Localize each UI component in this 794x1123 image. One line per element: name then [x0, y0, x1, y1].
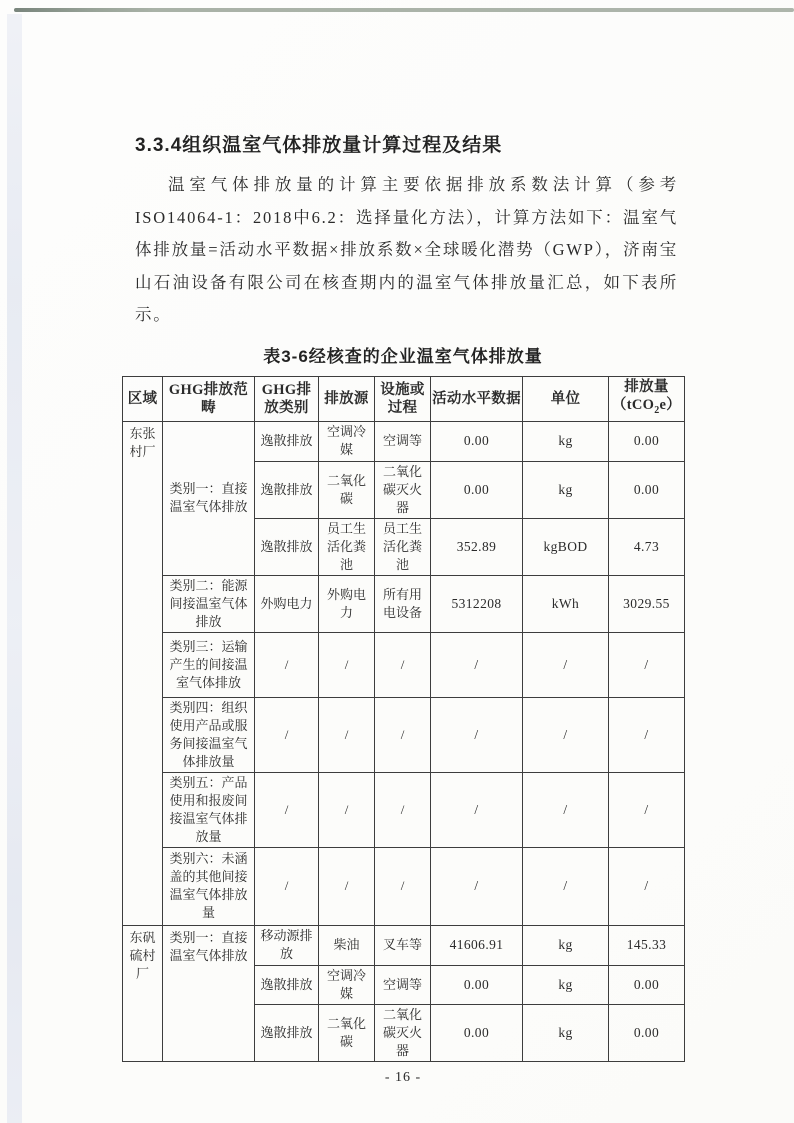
cell-facility: 空调等: [375, 421, 431, 461]
cell-category: 外购电力: [255, 575, 319, 632]
cell-scope: 类别二：能源间接温室气体排放: [163, 575, 255, 632]
cell-scope: 类别一：直接温室气体排放: [163, 421, 255, 575]
header-emission-source: 排放源: [319, 376, 375, 421]
cell-emission: 4.73: [609, 518, 685, 575]
cell-unit: kg: [523, 925, 609, 965]
cell-source: 空调冷媒: [319, 965, 375, 1004]
cell-unit: kg: [523, 421, 609, 461]
cell-emission: /: [609, 632, 685, 697]
scan-artifact-top-edge: [14, 8, 794, 12]
cell-activity-data: /: [431, 847, 523, 925]
header-emission-unit-sub: 2: [654, 404, 660, 416]
cell-category: /: [255, 632, 319, 697]
cell-category: 逸散排放: [255, 965, 319, 1004]
cell-facility: 所有用电设备: [375, 575, 431, 632]
table-row: [123, 421, 685, 461]
header-region: 区域: [123, 376, 163, 421]
cell-facility: /: [375, 632, 431, 697]
cell-source: /: [319, 847, 375, 925]
cell-activity-data: 41606.91: [431, 925, 523, 965]
body-paragraph: 温室气体排放量的计算主要依据排放系数法计算（参考ISO14064-1：2018中6.2：选择量化方法），计算方法如下：温室气体排放量=活动水平数据×排放系数×全球暖化潜势（GWP），济南宝山石油设备有限公司在核查期内的温室气体排放量汇总，如下表所示。: [135, 175, 678, 324]
cell-category: 逸散排放: [255, 421, 319, 461]
cell-unit: kWh: [523, 575, 609, 632]
table-row: [123, 697, 685, 772]
cell-unit: kgBOD: [523, 518, 609, 575]
scan-artifact-left-edge: [7, 14, 22, 1123]
cell-emission: 0.00: [609, 461, 685, 518]
header-activity-data: 活动水平数据: [431, 376, 523, 421]
cell-scope: 类别六：未涵盖的其他间接温室气体排放量: [163, 847, 255, 925]
cell-source: 员工生活化粪池: [319, 518, 375, 575]
cell-facility: 二氧化碳灭火器: [375, 461, 431, 518]
header-ghg-category: GHG排放类别: [255, 376, 319, 421]
cell-activity-data: 0.00: [431, 965, 523, 1004]
cell-scope: 类别一：直接温室气体排放: [163, 925, 255, 1061]
cell-category: 逸散排放: [255, 518, 319, 575]
cell-emission: 0.00: [609, 421, 685, 461]
page-content: [122, 130, 684, 1086]
page-number: - 16 -: [384, 1069, 422, 1085]
cell-activity-data: /: [431, 632, 523, 697]
cell-emission: /: [609, 697, 685, 772]
cell-facility: 员工生活化粪池: [375, 518, 431, 575]
cell-source: 二氧化碳: [319, 461, 375, 518]
cell-activity-data: 0.00: [431, 461, 523, 518]
table-header-row: [123, 376, 685, 421]
cell-emission: /: [609, 772, 685, 847]
header-facility-process: 设施或过程: [375, 376, 431, 421]
cell-activity-data: /: [431, 697, 523, 772]
cell-emission: 3029.55: [609, 575, 685, 632]
cell-scope: 类别三：运输产生的间接温室气体排放: [163, 632, 255, 697]
cell-unit: /: [523, 772, 609, 847]
table-row: [123, 575, 685, 632]
cell-activity-data: 352.89: [431, 518, 523, 575]
cell-unit: /: [523, 847, 609, 925]
cell-source: 空调冷媒: [319, 421, 375, 461]
header-emission-amount: [609, 376, 685, 421]
header-unit: 单位: [523, 376, 609, 421]
cell-scope: 类别五：产品使用和报废间接温室气体排放量: [163, 772, 255, 847]
table-row: [123, 847, 685, 925]
cell-category: 逸散排放: [255, 1004, 319, 1061]
cell-activity-data: 0.00: [431, 421, 523, 461]
header-emission-line1: 排放量: [624, 378, 669, 395]
section-heading: 3.3.4组织温室气体排放量计算过程及结果: [135, 135, 503, 156]
cell-category: 逸散排放: [255, 461, 319, 518]
cell-source: /: [319, 632, 375, 697]
cell-source: /: [319, 697, 375, 772]
cell-region: 东张村厂: [123, 421, 163, 925]
cell-facility: /: [375, 772, 431, 847]
cell-facility: 空调等: [375, 965, 431, 1004]
cell-source: /: [319, 772, 375, 847]
cell-category: 移动源排放: [255, 925, 319, 965]
cell-emission: 0.00: [609, 1004, 685, 1061]
table-row: [123, 772, 685, 847]
cell-facility: 二氧化碳灭火器: [375, 1004, 431, 1061]
cell-category: /: [255, 847, 319, 925]
cell-emission: 0.00: [609, 965, 685, 1004]
cell-activity-data: /: [431, 772, 523, 847]
emissions-table: [122, 376, 685, 1062]
table-title: 表3-6经核查的企业温室气体排放量: [263, 346, 543, 366]
table-row: [123, 632, 685, 697]
cell-unit: kg: [523, 965, 609, 1004]
cell-source: 二氧化碳: [319, 1004, 375, 1061]
cell-emission: /: [609, 847, 685, 925]
header-emission-unit-post: e）: [659, 396, 682, 413]
cell-region: 东矾硫村厂: [123, 925, 163, 1061]
cell-source: 柴油: [319, 925, 375, 965]
cell-category: /: [255, 772, 319, 847]
cell-activity-data: 5312208: [431, 575, 523, 632]
cell-scope: 类别四：组织使用产品或服务间接温室气体排放量: [163, 697, 255, 772]
cell-facility: 叉车等: [375, 925, 431, 965]
table-row: [123, 925, 685, 965]
header-emission-unit-pre: （tCO: [611, 396, 655, 413]
cell-unit: /: [523, 697, 609, 772]
cell-facility: /: [375, 847, 431, 925]
cell-activity-data: 0.00: [431, 1004, 523, 1061]
header-ghg-scope: GHG排放范畴: [163, 376, 255, 421]
cell-source: 外购电力: [319, 575, 375, 632]
cell-unit: /: [523, 632, 609, 697]
cell-unit: kg: [523, 461, 609, 518]
cell-facility: /: [375, 697, 431, 772]
cell-category: /: [255, 697, 319, 772]
cell-emission: 145.33: [609, 925, 685, 965]
cell-unit: kg: [523, 1004, 609, 1061]
